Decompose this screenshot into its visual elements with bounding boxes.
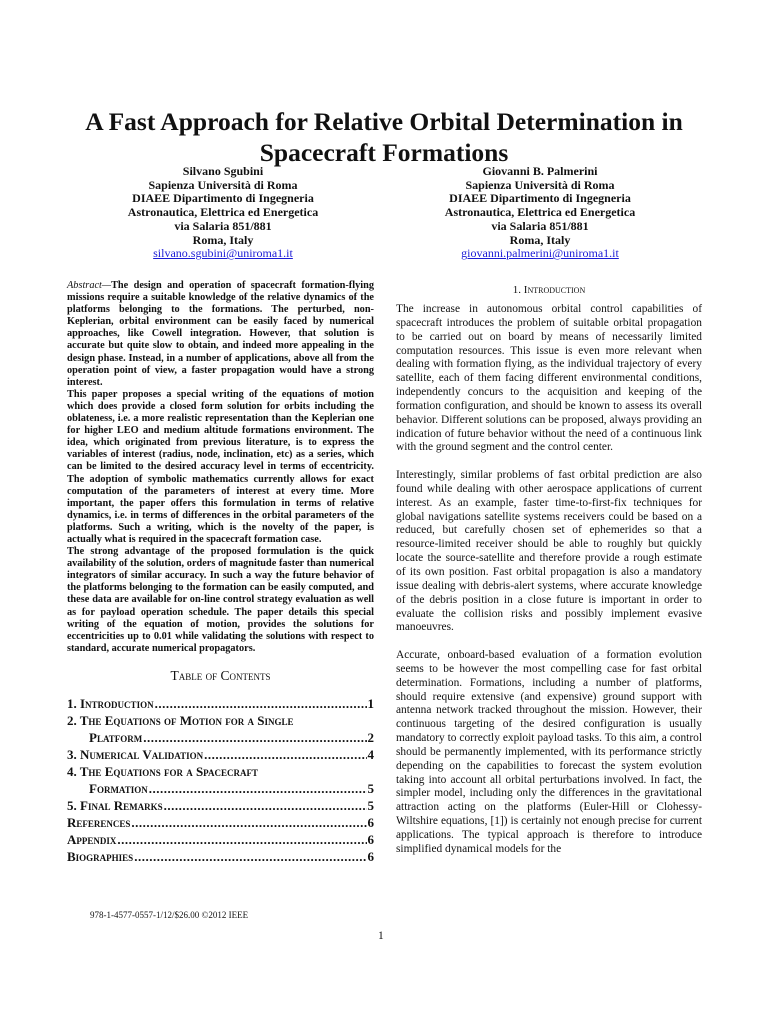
toc-item[interactable] xyxy=(67,797,374,814)
toc-label: 4. The Equations for a Spacecraft xyxy=(67,763,259,779)
author-affiliation: Sapienza Università di Roma xyxy=(465,177,615,192)
toc-label: Appendix xyxy=(67,831,117,847)
toc-item[interactable] xyxy=(67,695,374,712)
toc-label: 2. The Equations of Motion for a Single xyxy=(67,712,294,728)
author-department: DIAEE Dipartimento di Ingegneria xyxy=(132,191,314,206)
toc-page-number: 5 xyxy=(367,797,374,813)
author-address: via Salaria 851/881 xyxy=(491,218,589,233)
abstract-paragraph-2: This paper proposes a special writing of the equations of motion which does provide a closed form solution for orbits including the oblateness, i.e. a more realistic representation than the Keplerian one for higher LEO and medium altitude formations environment. The idea, which originated from previous literature, is to express the variables of interest (radius, node, inclination, etc) as a series, which can be limited to the desired accuracy level in terms of eccentricity. The adoption of symbolic mathematics currently allows for exact computation of the parameters of interest at every time. More important, the paper offers this formulation in terms of relative dynamics, i.e. in terms of differences in the orbital parameters of the platforms. Such a writing, which is the novelty of the paper, is actually what is required in the spacecraft formation case. xyxy=(67,388,374,545)
author-department-line2: Astronautica, Elettrica ed Energetica xyxy=(444,205,636,220)
page-number: 1 xyxy=(378,930,384,942)
toc-label: 5. Final Remarks xyxy=(67,797,163,813)
toc-page-number: 5 xyxy=(367,780,374,796)
toc-title: Table of Contents xyxy=(170,667,271,683)
author-address: via Salaria 851/881 xyxy=(174,218,272,233)
paper-title: A Fast Approach for Relative Orbital Determination in Spacecraft Formations xyxy=(85,107,683,167)
author-city: Roma, Italy xyxy=(509,232,571,247)
toc-label-continued: Formation xyxy=(89,780,148,796)
author-city: Roma, Italy xyxy=(192,232,254,247)
author-block-2 xyxy=(390,165,690,261)
toc-item[interactable] xyxy=(67,763,374,797)
author-email-link[interactable]: silvano.sgubini@uniroma1.it xyxy=(153,246,293,261)
author-department-line2: Astronautica, Elettrica ed Energetica xyxy=(127,205,319,220)
abstract xyxy=(67,280,374,655)
body-paragraph: Interestingly, similar problems of fast orbital prediction are also found while dealing with other aerospace applications of current interest. As an example, faster time-to-first-fix techniques for global navigations satellite systems receivers could be based on a reduced, but carefully chosen set of ephemerides so that a resource-limited receiver should be able to roughly but quickly locate the source-satellite and therefore provide a rough estimate of its own position. Fast orbital propagation is also a mandatory issue dealing with debris-alert systems, where accurate knowledge of the debris position in a close future is important in order to evaluate the collision risks and possibly implement evasive manoeuvres. xyxy=(396,469,702,634)
toc-item[interactable] xyxy=(67,814,374,831)
abstract-lead: Abstract— xyxy=(67,280,112,291)
left-column xyxy=(67,280,374,865)
toc-page-number: 2 xyxy=(367,729,374,745)
body-paragraph: The increase in autonomous orbital control capabilities of spacecraft introduces the problem of suitable orbital propagation to be carried out on board by means of necessarily limited computation resources. This issue is even more relevant when dealing with formation flying, as the individual trajectory of every satellite, each of them facing different environmental conditions, independently concurs to the acquisition and keeping of the formation configuration, and should be known to assess its overall behavior. Different solutions can be proposed, always providing an indication of future behavior without the need of a continuous link with the ground segment and the control center. xyxy=(396,303,702,454)
toc-item[interactable] xyxy=(67,831,374,848)
copyright-line: 978-1-4577-0557-1/12/$26.00 ©2012 IEEE xyxy=(90,910,249,920)
table-of-contents xyxy=(67,695,374,865)
author-department: DIAEE Dipartimento di Ingegneria xyxy=(449,191,631,206)
toc-page-number: 6 xyxy=(367,848,374,864)
toc-page-number: 1 xyxy=(367,695,374,711)
right-column xyxy=(396,284,702,870)
introduction-body xyxy=(396,303,702,857)
author-affiliation: Sapienza Università di Roma xyxy=(148,177,298,192)
author-name: Giovanni B. Palmerini xyxy=(482,164,598,178)
body-paragraph: Accurate, onboard-based evaluation of a formation evolution seems to be however the most compelling case for fast orbital determination. Formations, including a number of platforms, should require extensive (and expensive) ground support with antenna network tracked throughout the mission. However, their continuous targeting of the desired configuration is usually mandatory to correctly exploit payload tasks. To this aim, a control should be permanently implemented, with its performance strictly depending on the capabilities to forecast the system evolution taking into account all orbital perturbations involved. In fact, the simpler model, including only the differences in the gravitational attraction acting on the platforms (Euler-Hill or Clohessy-Wiltshire equations, [1]) is certainly not enough precise for current applications. The typical approach is therefore to introduce simplified dynamical models for the xyxy=(396,649,702,855)
abstract-text: The design and operation of spacecraft formation-flying missions require a suitable knowledge of the relative dynamics of the platforms belonging to the formations. The perturbed, non-Keplerian, orbital environment can be easily faced by numerical approaches, like Cowell integration. However, that solution is accurate but quite slow to obtain, and indeed more appealing in the design phase. Instead, in a number of applications, above all from the operation point of view, a faster propagation would have a strong interest. xyxy=(67,280,374,388)
abstract-paragraph-3: The strong advantage of the proposed formulation is the quick availability of the solution, orders of magnitude faster than numerical integrators of similar accuracy. In such a way the future behavior of the platforms belonging to the formation can be easily computed, and these data are available for on-line control strategy evaluation as well as for payload operation schedule. The paper details this special writing of the equation of motion, provides the solutions for eccentricities up to 0.01 while validating the solutions with respect to standard, accurate numerical propagators. xyxy=(67,546,374,654)
author-email-link[interactable]: giovanni.palmerini@uniroma1.it xyxy=(461,246,619,261)
toc-label: References xyxy=(67,814,131,830)
toc-item[interactable] xyxy=(67,746,374,763)
abstract-paragraph-1 xyxy=(67,280,374,389)
toc-page-number: 6 xyxy=(367,814,374,830)
toc-label: 3. Numerical Validation xyxy=(67,746,204,762)
toc-label-continued: Platform xyxy=(89,729,143,745)
toc-label: Biographies xyxy=(67,848,134,864)
toc-item[interactable] xyxy=(67,712,374,746)
author-name: Silvano Sgubini xyxy=(182,164,264,178)
toc-label: 1. Introduction xyxy=(67,695,154,711)
toc-page-number: 6 xyxy=(367,831,374,847)
author-block-1 xyxy=(73,165,373,261)
section-heading: 1. Introduction xyxy=(512,284,586,296)
toc-item[interactable] xyxy=(67,848,374,865)
toc-page-number: 4 xyxy=(367,746,374,762)
